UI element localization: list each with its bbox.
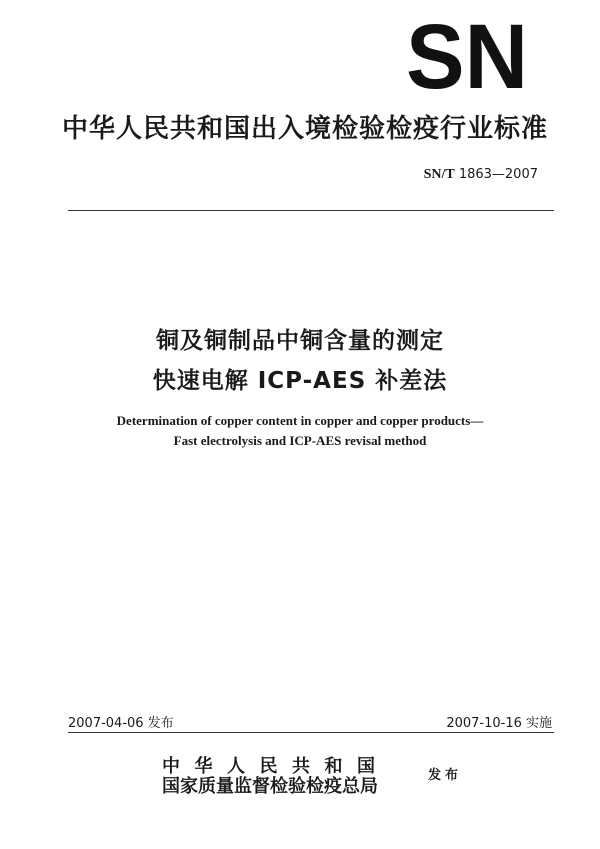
publish-label: 发布 (428, 768, 463, 783)
top-divider (68, 210, 554, 211)
title-zh-line2: 快速电解 ICP-AES 补差法 (152, 368, 448, 394)
issuer-country: 中华人民共和国 (162, 756, 390, 777)
issuer-agency: 国家质量监督检验检疫总局 (162, 776, 378, 797)
sn-logo-graphic (405, 20, 530, 92)
title-en-line1: Determination of copper content in copper and copper products— (116, 413, 484, 428)
standard-organization: 中华人民共和国出入境检验检疫行业标准 (62, 114, 549, 144)
standard-number (424, 167, 538, 183)
implementation-date: 2007-10-16 实施 (446, 716, 552, 731)
title-en-line2: Fast electrolysis and ICP-AES revisal method (173, 433, 427, 448)
standard-number-value: 1863—2007 (458, 167, 538, 182)
title-zh-line1: 铜及铜制品中铜含量的测定 (156, 328, 444, 354)
issue-date: 2007-04-06 发布 (68, 716, 174, 731)
standard-number-prefix: SN/T (423, 167, 455, 182)
bottom-divider (68, 732, 554, 733)
sn-logo-text: SN (406, 20, 528, 92)
sn-logo (405, 20, 530, 92)
